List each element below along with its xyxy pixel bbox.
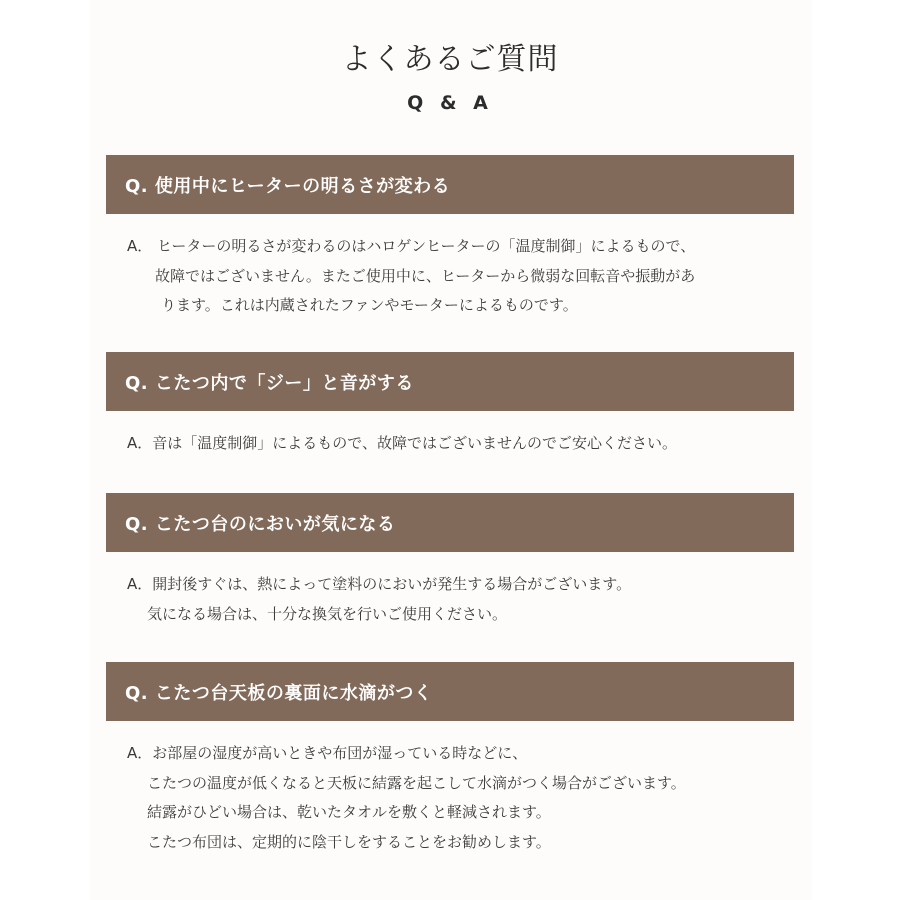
answer-line: 気になる場合は、十分な換気を行いご使用ください。 bbox=[147, 604, 508, 623]
faq-answer-noise bbox=[127, 429, 787, 459]
answer-line: A． ヒーターの明るさが変わるのはハロゲンヒーターの「温度制御」によるもので、 bbox=[127, 237, 696, 255]
page-subtitle: Q & A bbox=[407, 92, 493, 114]
faq-answer-condensation bbox=[127, 739, 787, 857]
answer-line: A．お部屋の湿度が高いときや布団が湿っている時などに、 bbox=[127, 744, 528, 762]
faq-question-smell: Q. こたつ台のにおいが気になる bbox=[106, 493, 794, 552]
page-title: よくあるご質問 bbox=[341, 42, 559, 77]
answer-line: 結露がひどい場合は、乾いたタオルを敷くと軽減されます。 bbox=[147, 803, 551, 821]
answer-line: ります。これは内蔵されたファンやモーターによるものです。 bbox=[161, 296, 578, 314]
answer-line: こたつの温度が低くなると天板に結露を起こして水滴がつく場合がございます。 bbox=[147, 773, 686, 792]
answer-line: 故障ではございません。またご使用中に、ヒーターから微弱な回転音や振動があ bbox=[155, 266, 696, 285]
faq-answer-heater-brightness bbox=[127, 232, 787, 321]
answer-line: A．開封後すぐは、熱によって塗料のにおいが発生する場合がございます。 bbox=[127, 575, 632, 593]
answer-line: A．音は「温度制御」によるもので、故障ではございませんのでご安心ください。 bbox=[127, 434, 677, 452]
answer-line: こたつ布団は、定期的に陰干しをすることをお勧めします。 bbox=[147, 832, 551, 851]
faq-question-condensation: Q. こたつ台天板の裏面に水滴がつく bbox=[106, 662, 794, 721]
faq-question-heater-brightness: Q. 使用中にヒーターの明るさが変わる bbox=[106, 155, 794, 214]
faq-question-noise: Q. こたつ内で「ジー」と音がする bbox=[106, 352, 794, 411]
faq-answer-smell bbox=[127, 570, 787, 629]
